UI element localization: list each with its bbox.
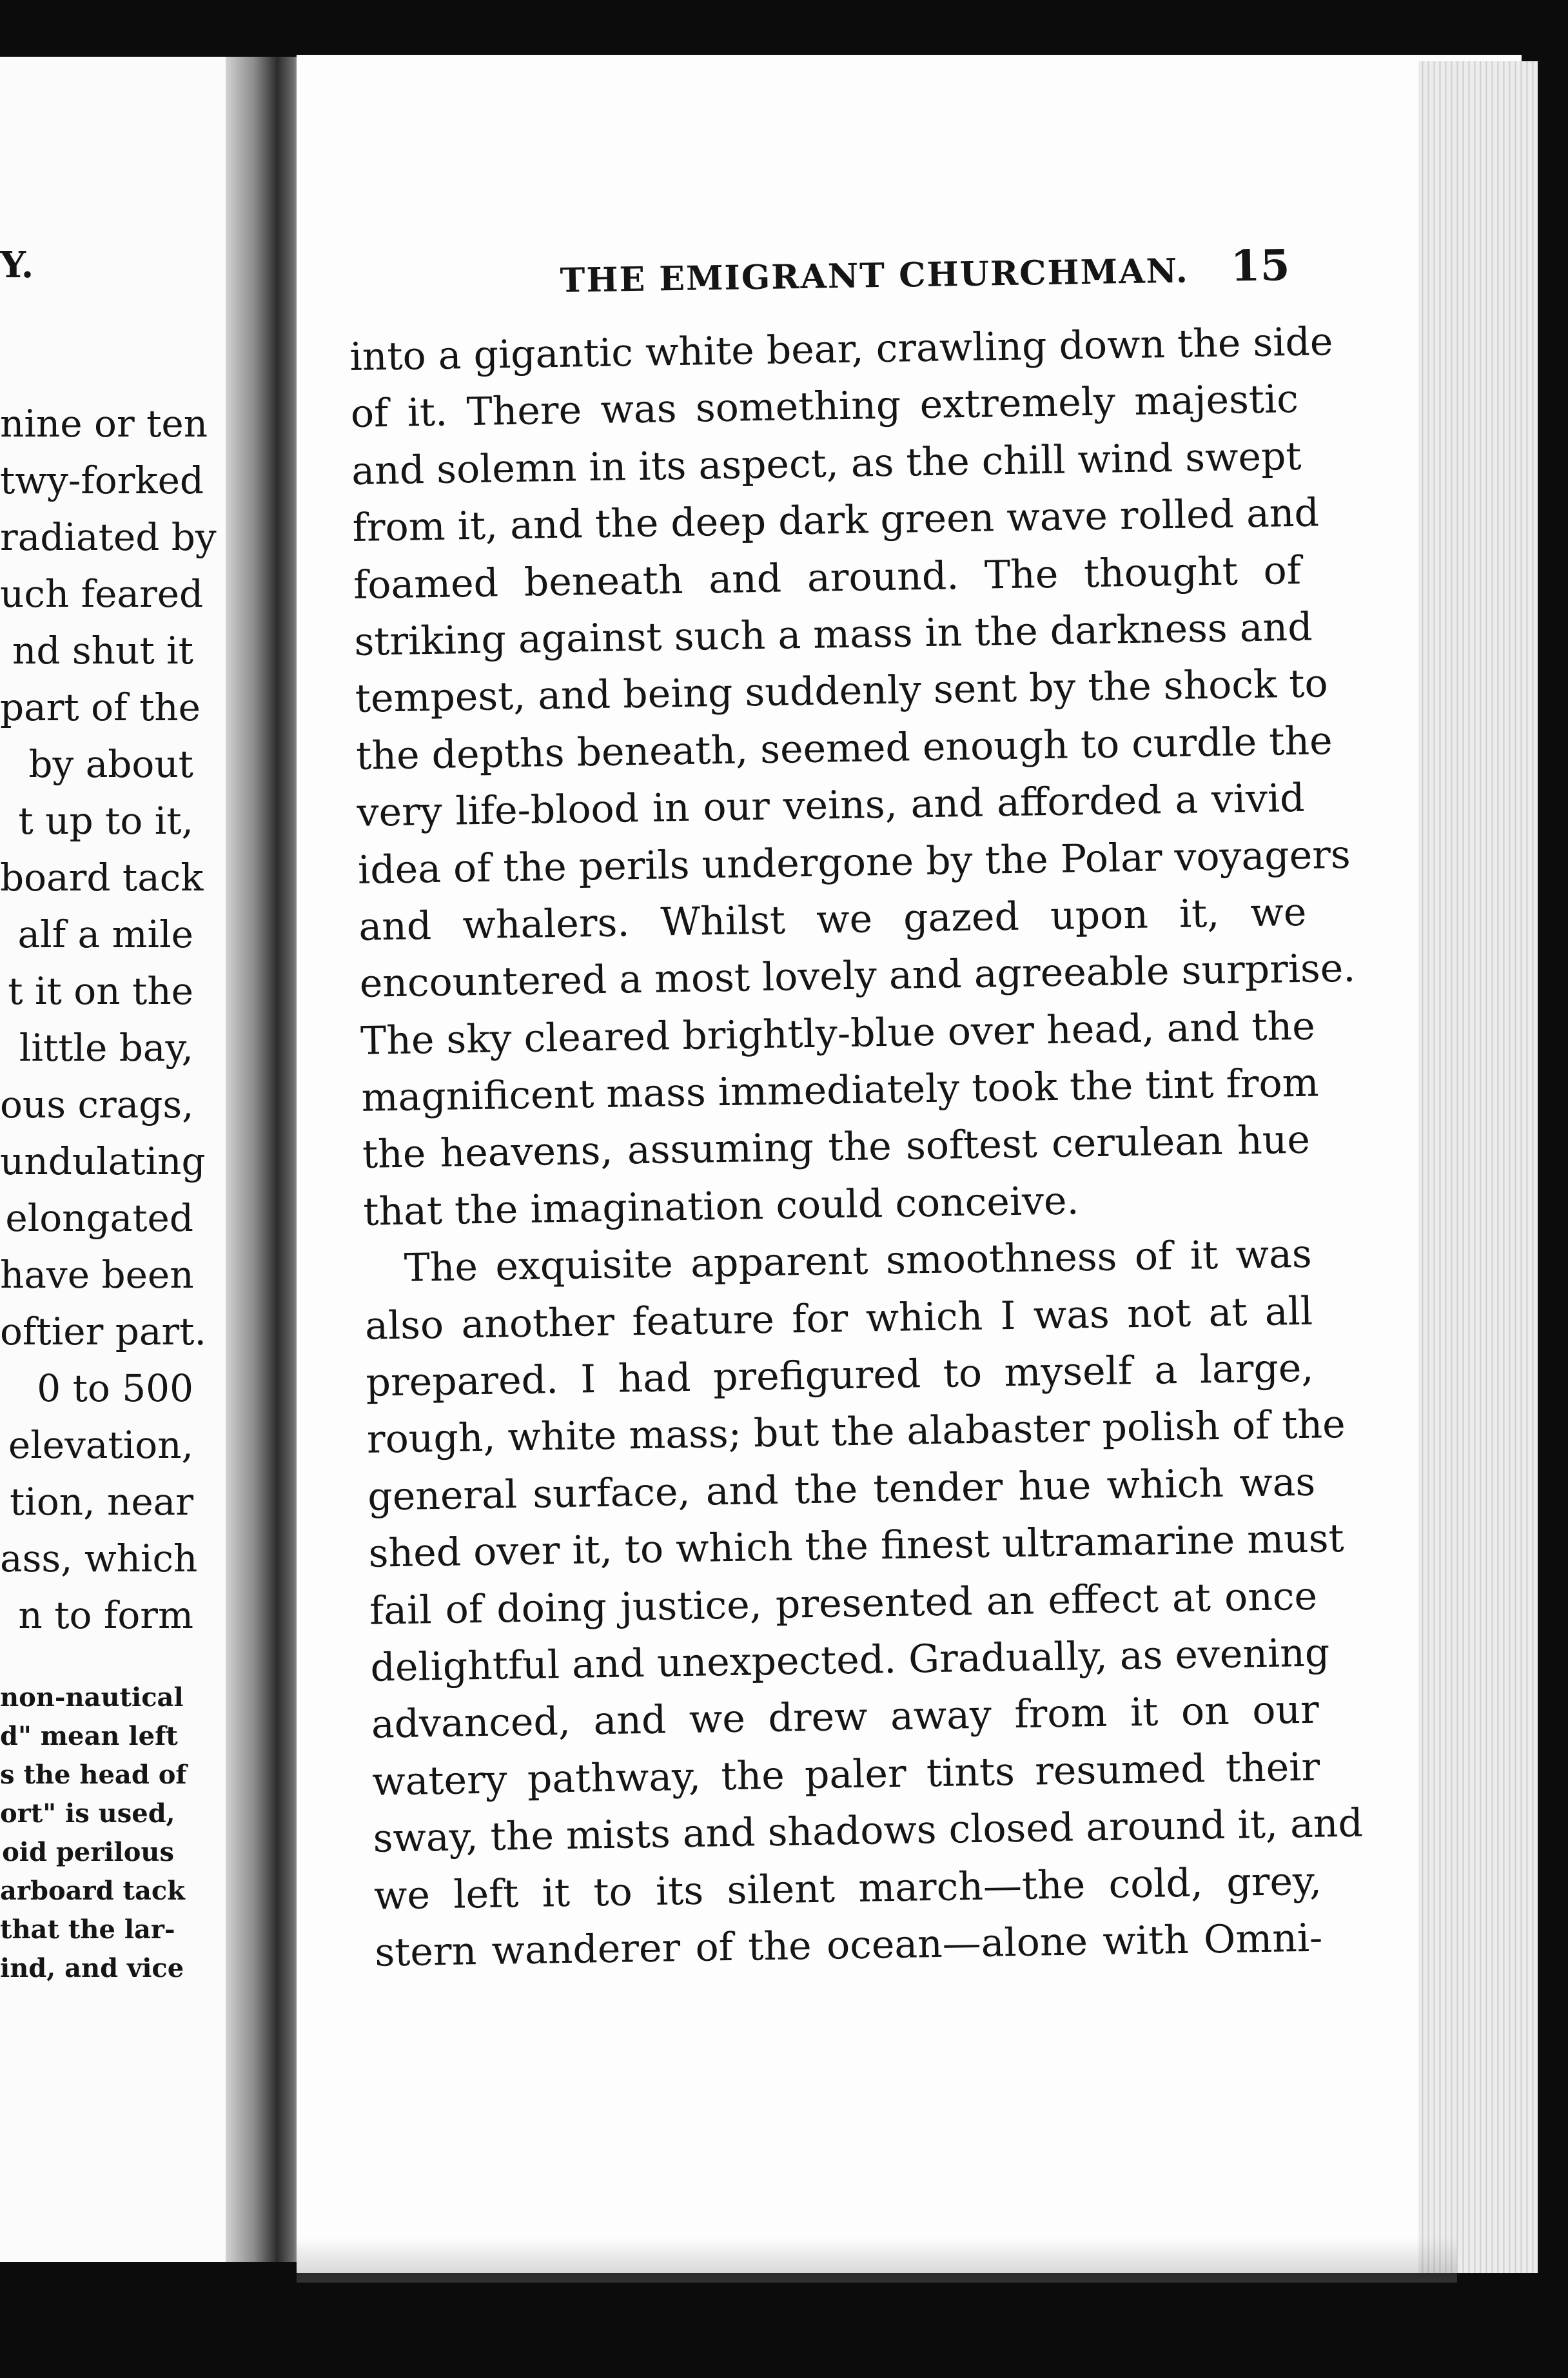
running-header-title: THE EMIGRANT CHURCHMAN. — [560, 251, 1190, 300]
text-line: the heavens, assuming the softest cerulean hue — [362, 1117, 1311, 1178]
text-line: The exquisite apparent smoothness of it was — [404, 1231, 1313, 1292]
text-line: magnificent mass immediately took the tint from — [361, 1060, 1319, 1121]
left-footnote-line: that the lar- — [0, 1914, 175, 1945]
left-text-line: nine or ten — [0, 402, 208, 446]
left-text-line: little bay, — [19, 1026, 193, 1070]
left-page-header-fragment: Y. — [0, 244, 34, 286]
text-line: from it, and the deep dark green wave rolled and — [352, 490, 1320, 551]
left-text-line: alf a mile — [17, 912, 193, 956]
text-line: fail of doing justice, presented an effect at once — [369, 1573, 1318, 1634]
left-text-line: tion, near — [10, 1480, 193, 1524]
book-gutter — [226, 57, 303, 2262]
text-line: general surface, and the tender hue which was — [367, 1459, 1316, 1520]
left-text-line: twy-forked — [0, 458, 204, 502]
left-footnote-line: s the head of — [0, 1760, 187, 1790]
left-text-line: board tack — [0, 856, 204, 899]
left-page-body — [0, 395, 217, 1644]
page-edges — [1418, 61, 1538, 2273]
text-line: striking against such a mass in the darkness and — [353, 604, 1313, 665]
left-footnote-line: ind, and vice — [0, 1953, 184, 1983]
text-line: foamed beneath and around. The thought of — [353, 547, 1302, 608]
text-line: very life-blood in our veins, and afforded a vivid — [357, 775, 1306, 836]
right-page-text — [348, 237, 1364, 1981]
text-line: The sky cleared brightly-blue over head, and the — [360, 1003, 1316, 1064]
text-line: encountered a most lovely and agreeable surprise. — [359, 945, 1356, 1007]
left-page-footnotes — [0, 1678, 187, 1988]
text-line: and solemn in its aspect, as the chill wind swept — [351, 433, 1302, 494]
left-footnote-line: d" mean left — [0, 1721, 178, 1751]
text-line: delightful and unexpected. Gradually, as evening — [369, 1630, 1330, 1691]
text-line: the depths beneath, seemed enough to curdle the — [355, 718, 1333, 779]
left-page — [0, 57, 226, 2262]
text-line: and whalers. Whilst we gazed upon it, we — [358, 889, 1307, 950]
left-text-line: have been — [0, 1253, 194, 1297]
page-bottom-shadow — [297, 2237, 1457, 2283]
text-line: shed over it, to which the finest ultramarine must — [368, 1516, 1345, 1577]
left-text-line: part of the — [0, 685, 201, 729]
left-footnote-line: non-nautical — [0, 1682, 184, 1713]
text-line: also another feature for which I was not at all — [364, 1288, 1313, 1349]
text-line: stern wanderer of the ocean—alone with Omni- — [374, 1915, 1323, 1976]
text-line: we left it to its silent march—the cold, grey, — [373, 1858, 1322, 1919]
left-text-line: undulating — [0, 1139, 206, 1183]
text-line: that the imagination could conceive. — [362, 1178, 1080, 1235]
left-text-line: 0 to 500 — [37, 1366, 193, 1410]
left-text-line: ous crags, — [0, 1083, 194, 1126]
left-footnote-line: ort" is used, — [0, 1798, 175, 1829]
text-line: into a gigantic white bear, crawling down the side — [349, 319, 1333, 380]
text-line: tempest, and being suddenly sent by the shock to — [355, 661, 1329, 722]
left-footnote-line: arboard tack — [0, 1876, 185, 1906]
text-line: advanced, and we drew away from it on our — [371, 1687, 1320, 1748]
left-text-line: oftier part. — [0, 1310, 206, 1353]
text-line: watery pathway, the paler tints resumed their — [371, 1744, 1320, 1805]
left-footnote-line: oid perilous — [2, 1837, 174, 1867]
left-text-line: nd shut it — [12, 629, 193, 673]
left-text-line: ass, which — [0, 1537, 198, 1580]
left-text-line: by about — [28, 742, 193, 786]
text-line: sway, the mists and shadows closed around it, and — [373, 1800, 1364, 1862]
text-line: of it. There was something extremely majestic — [350, 377, 1299, 437]
text-line: idea of the perils undergone by the Polar voyagers — [357, 832, 1351, 893]
running-header — [348, 237, 1297, 329]
left-text-line: radiated by — [0, 515, 217, 559]
left-text-line: t it on the — [8, 969, 193, 1013]
text-line: rough, white mass; but the alabaster polish of the — [366, 1402, 1346, 1463]
left-text-line: elongated — [5, 1196, 193, 1240]
page-number: 15 — [1230, 240, 1291, 291]
left-text-line: t up to it, — [18, 799, 193, 843]
text-line: prepared. I had prefigured to myself a large, — [366, 1345, 1314, 1406]
left-text-line: elevation, — [8, 1423, 193, 1467]
left-text-line: n to form — [18, 1593, 193, 1637]
left-text-line: uch feared — [0, 572, 204, 616]
